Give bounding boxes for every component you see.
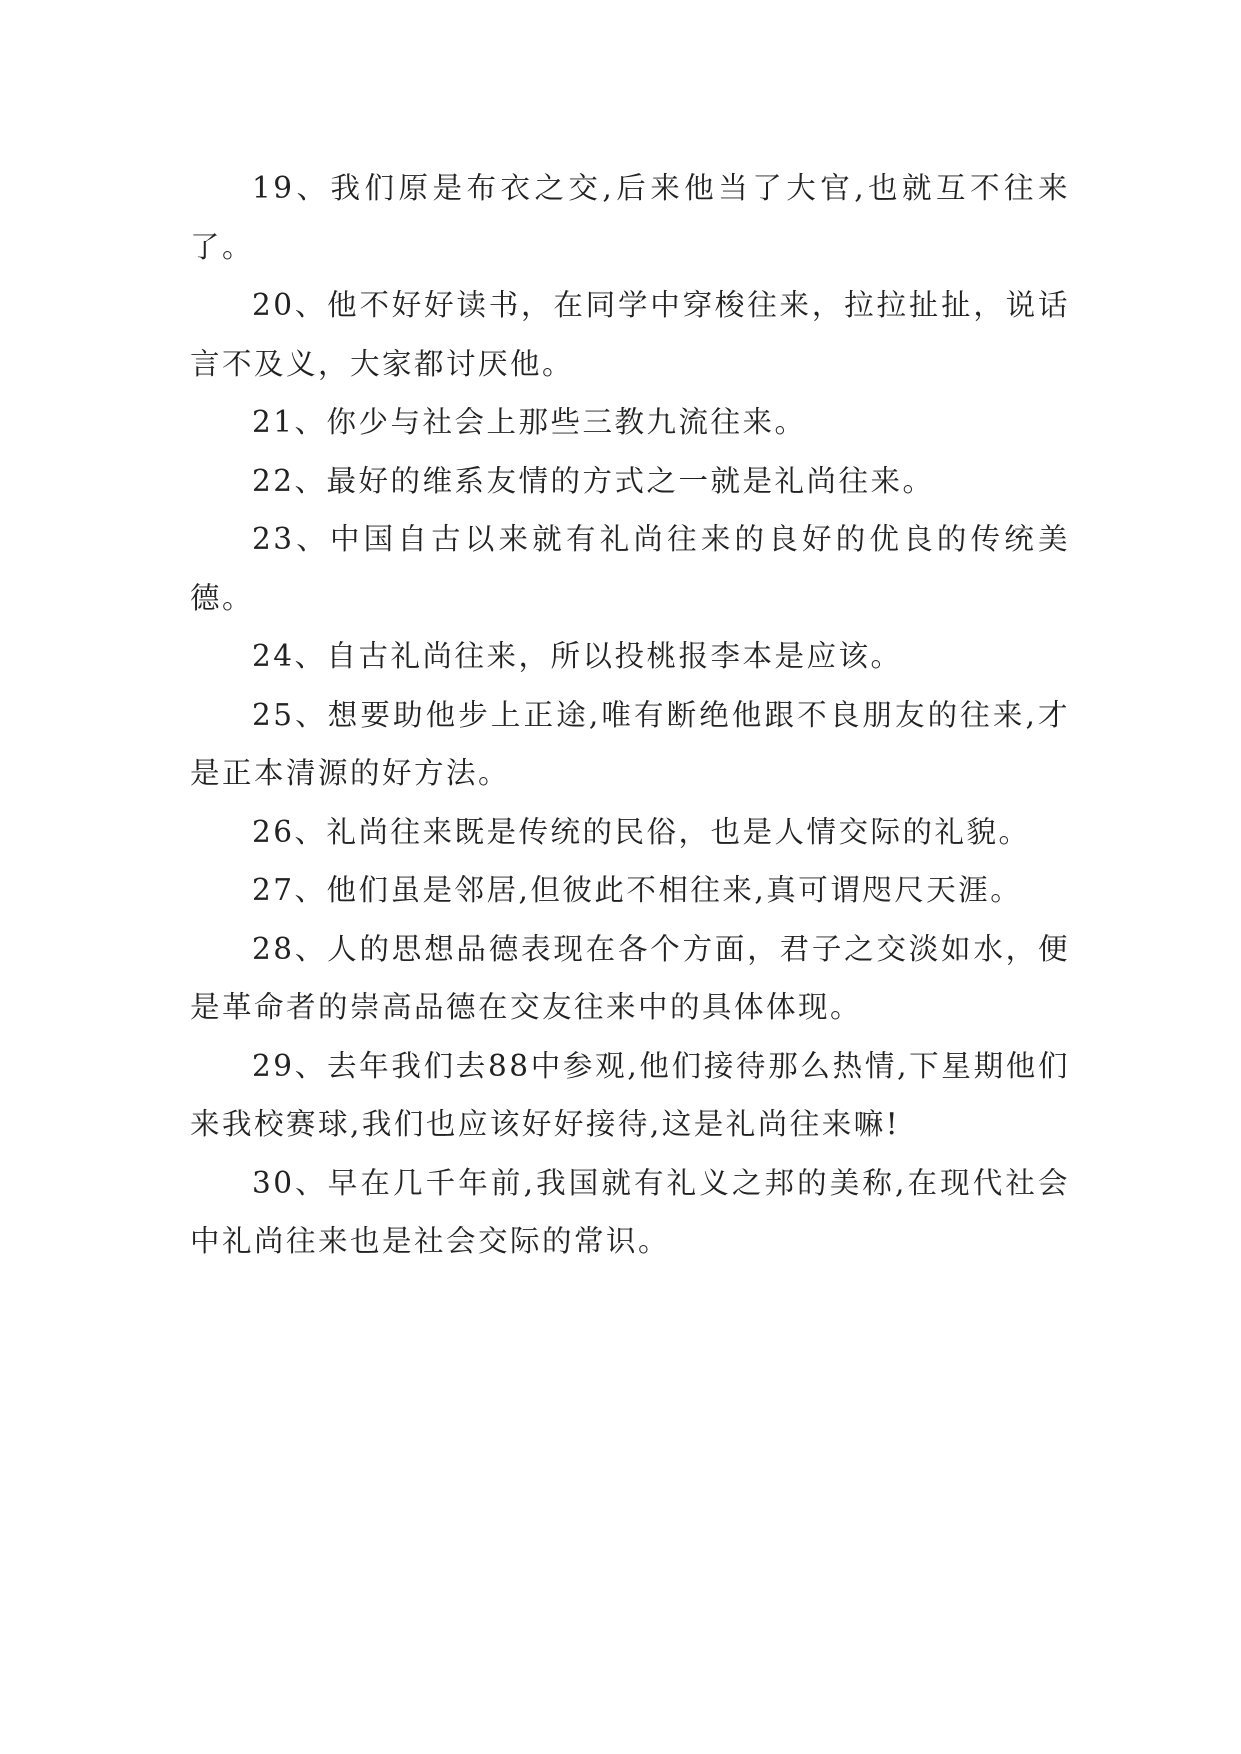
paragraph-21: 21、你少与社会上那些三教九流往来。 bbox=[252, 405, 807, 439]
paragraph-28: 28、人的思想品德表现在各个方面，君子之交淡如水，便是革命者的崇高品德在交友往来中的具体体现。 bbox=[190, 931, 1070, 1024]
paragraph-23: 23、中国自古以来就有礼尚往来的良好的优良的传统美德。 bbox=[190, 522, 1070, 615]
paragraph-26: 26、礼尚往来既是传统的民俗，也是人情交际的礼貌。 bbox=[252, 814, 1031, 849]
paragraph-30: 30、早在几千年前,我国就有礼义之邦的美称,在现代社会中礼尚往来也是社会交际的常识。 bbox=[190, 1165, 1070, 1258]
paragraph-24: 24、自古礼尚往来，所以投桃报李本是应该。 bbox=[252, 639, 903, 673]
paragraph-25: 25、想要助他步上正途,唯有断绝他跟不良朋友的往来,才是正本清源的好方法。 bbox=[190, 697, 1070, 790]
document-body bbox=[190, 159, 1070, 1271]
paragraph-29: 29、去年我们去88中参观,他们接待那么热情,下星期他们来我校赛球,我们也应该好好接待,这是礼尚往来嘛! bbox=[190, 1048, 1070, 1141]
paragraph-19: 19、我们原是布衣之交,后来他当了大官,也就互不往来了。 bbox=[190, 171, 1070, 264]
paragraph-22: 22、最好的维系友情的方式之一就是礼尚往来。 bbox=[252, 463, 935, 498]
paragraph-20: 20、他不好好读书，在同学中穿梭往来，拉拉扯扯，说话言不及义，大家都讨厌他。 bbox=[190, 288, 1070, 381]
paragraph-27: 27、他们虽是邻居,但彼此不相往来,真可谓咫尺天涯。 bbox=[252, 873, 1023, 907]
